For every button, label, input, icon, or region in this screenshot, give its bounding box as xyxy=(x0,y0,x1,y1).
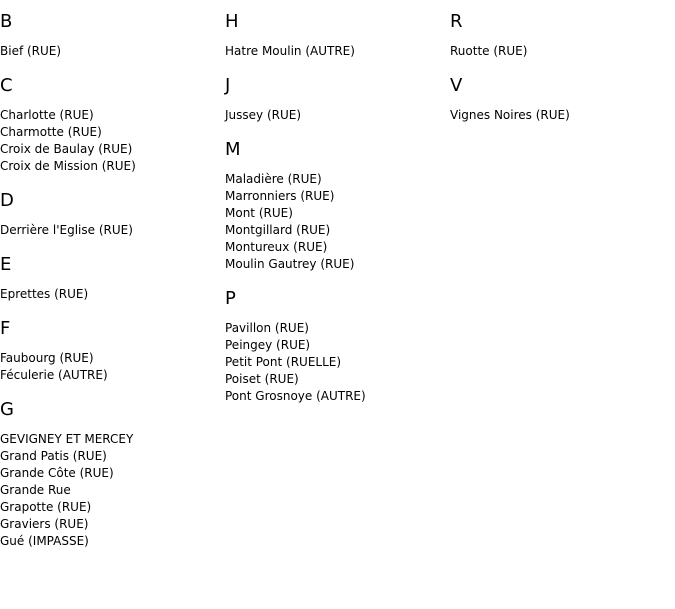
street-link[interactable]: Croix de Baulay (RUE) xyxy=(0,142,133,156)
street-link[interactable]: Montureux (RUE) xyxy=(225,240,328,254)
street-list xyxy=(0,107,225,175)
street-list xyxy=(225,171,450,273)
street-column-1 xyxy=(0,0,225,550)
letter-heading: C xyxy=(0,75,13,96)
street-link[interactable]: Eprettes (RUE) xyxy=(0,287,89,301)
letter-heading: R xyxy=(450,11,463,32)
street-link[interactable]: Pavillon (RUE) xyxy=(225,321,309,335)
street-link[interactable]: Grapotte (RUE) xyxy=(0,500,92,514)
street-link[interactable]: Grande Côte (RUE) xyxy=(0,466,114,480)
street-link[interactable]: Charlotte (RUE) xyxy=(0,108,94,122)
street-list xyxy=(0,43,225,60)
street-link[interactable]: Féculerie (AUTRE) xyxy=(0,368,108,382)
letter-group-f xyxy=(0,318,225,384)
letter-heading: F xyxy=(0,318,11,339)
street-link[interactable]: Marronniers (RUE) xyxy=(225,189,335,203)
letter-heading: V xyxy=(450,75,463,96)
letter-heading: J xyxy=(225,75,231,96)
letter-group-h xyxy=(225,11,450,60)
letter-group-c xyxy=(0,75,225,175)
letter-heading: H xyxy=(225,11,239,32)
street-list xyxy=(450,107,675,124)
street-link[interactable]: Graviers (RUE) xyxy=(0,517,89,531)
letter-group-b xyxy=(0,11,225,60)
letter-group-p xyxy=(225,288,450,405)
letter-group-g xyxy=(0,399,225,550)
street-column-2 xyxy=(225,0,450,405)
street-list xyxy=(450,43,675,60)
street-list xyxy=(0,350,225,384)
street-link[interactable]: Maladière (RUE) xyxy=(225,172,322,186)
street-link[interactable]: GEVIGNEY ET MERCEY xyxy=(0,432,134,446)
street-column-3 xyxy=(450,0,675,124)
street-link[interactable]: Hatre Moulin (AUTRE) xyxy=(225,44,355,58)
street-link[interactable]: Gué (IMPASSE) xyxy=(0,534,89,548)
street-link[interactable]: Croix de Mission (RUE) xyxy=(0,159,136,173)
street-link[interactable]: Mont (RUE) xyxy=(225,206,293,220)
street-link[interactable]: Ruotte (RUE) xyxy=(450,44,528,58)
letter-group-v xyxy=(450,75,675,124)
letter-group-r xyxy=(450,11,675,60)
street-link[interactable]: Grande Rue xyxy=(0,483,71,497)
street-link[interactable]: Vignes Noires (RUE) xyxy=(450,108,570,122)
street-link[interactable]: Jussey (RUE) xyxy=(225,108,302,122)
street-list xyxy=(0,286,225,303)
street-link[interactable]: Petit Pont (RUELLE) xyxy=(225,355,342,369)
street-link[interactable]: Montgillard (RUE) xyxy=(225,223,331,237)
letter-heading: E xyxy=(0,254,12,275)
street-link[interactable]: Pont Grosnoye (AUTRE) xyxy=(225,389,366,403)
letter-heading: B xyxy=(0,11,13,32)
letter-group-e xyxy=(0,254,225,303)
street-link[interactable]: Bief (RUE) xyxy=(0,44,62,58)
letter-heading: G xyxy=(0,399,14,420)
street-link[interactable]: Peingey (RUE) xyxy=(225,338,311,352)
street-link[interactable]: Grand Patis (RUE) xyxy=(0,449,107,463)
letter-group-j xyxy=(225,75,450,124)
street-link[interactable]: Faubourg (RUE) xyxy=(0,351,94,365)
street-list xyxy=(225,107,450,124)
street-list xyxy=(225,320,450,405)
street-link[interactable]: Charmotte (RUE) xyxy=(0,125,102,139)
letter-heading: M xyxy=(225,139,241,160)
street-list xyxy=(0,222,225,239)
letter-heading: D xyxy=(0,190,14,211)
letter-group-m xyxy=(225,139,450,273)
letter-group-d xyxy=(0,190,225,239)
letter-heading: P xyxy=(225,288,236,309)
street-link[interactable]: Derrière l'Eglise (RUE) xyxy=(0,223,133,237)
street-list xyxy=(0,431,225,550)
street-link[interactable]: Poiset (RUE) xyxy=(225,372,299,386)
street-list xyxy=(225,43,450,60)
street-link[interactable]: Moulin Gautrey (RUE) xyxy=(225,257,355,271)
